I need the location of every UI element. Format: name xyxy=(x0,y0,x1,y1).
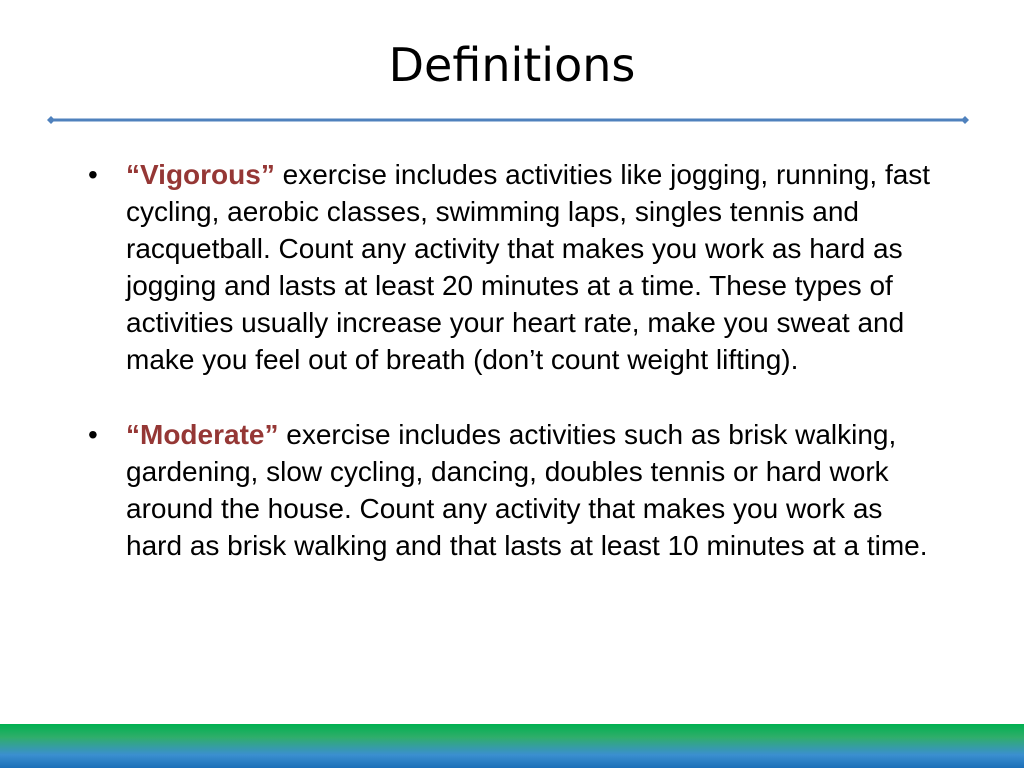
slide-title: Definitions xyxy=(388,38,636,92)
bullet-icon: • xyxy=(88,419,98,450)
definitions-list xyxy=(86,156,946,564)
term-vigorous: “Vigorous” xyxy=(126,159,275,190)
divider-right-diamond-icon xyxy=(961,116,969,124)
term-moderate: “Moderate” xyxy=(126,419,279,450)
footer-gradient-bar xyxy=(0,724,1024,768)
definition-moderate: exercise includes activities such as brisk walking, gardening, slow cycling, dancing, doubles tennis or hard work around the house. Count any activity that makes you work as hard as brisk walking and that lasts at least 10 minutes at a time. xyxy=(126,419,928,561)
list-item-moderate xyxy=(86,416,946,564)
title-divider xyxy=(47,113,969,127)
list-item-vigorous xyxy=(86,156,946,378)
divider-left-diamond-icon xyxy=(47,116,55,124)
bullet-icon: • xyxy=(88,159,98,190)
definition-vigorous: exercise includes activities like jogging, running, fast cycling, aerobic classes, swimming laps, singles tennis and racquetball. Count any activity that makes you work as hard as jogging and lasts at least 20 minutes at a time. These types of activities usually increase your heart rate, make you sweat and make you feel out of breath (don’t count weight lifting). xyxy=(126,159,931,375)
